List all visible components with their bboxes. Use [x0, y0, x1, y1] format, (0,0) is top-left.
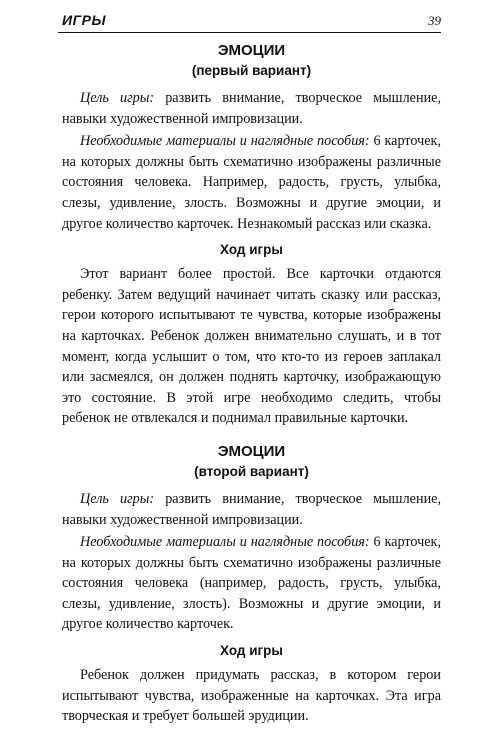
materials-text: 6 карточек, на которых должны быть схематично изображены различные состояния человека. Например, радость, грусть, улыбка, слезы, удивление, злость. Возможны и другие эмоции, и другое количество карточек. Незнакомый рассказ или сказка. [62, 133, 441, 232]
section-subtitle: (второй вариант) [194, 463, 309, 479]
goal-label: Цель игры: [80, 90, 155, 106]
running-head [62, 12, 441, 32]
section-gap [62, 431, 441, 441]
materials-label: Необходимые материалы и наглядные пособия: [80, 534, 370, 551]
goal-text: развить внимание, творческое мышление, навыки художественной импровизации. [62, 90, 442, 127]
game-section-first-variant [62, 40, 441, 429]
goal-paragraph [62, 88, 441, 129]
header-rule [58, 32, 441, 33]
section-subtitle: (первый вариант) [191, 63, 312, 78]
goal-label: Цель игры: [80, 490, 155, 507]
game-section-second-variant [62, 441, 441, 727]
goal-paragraph [62, 489, 441, 530]
materials-label: Необходимые материалы и наглядные пособия: [80, 133, 370, 150]
section-title: ЭМОЦИИ [217, 42, 286, 59]
procedure-paragraph: Ребенок должен придумать рассказ, в котором герои испытывают чувства, изображенные на карточках. Эта игра творческая и требует большей эрудиции. [62, 667, 441, 725]
page-content [62, 40, 441, 729]
materials-text: 6 карточек, на которых должны быть схематично изображены различные состояния человека (например, радость, грусть, улыбка, слезы, удивление, злость). Возможны и другие эмоции, и другое количество карточек. [62, 534, 441, 633]
page-number: 39 [428, 13, 441, 28]
procedure-paragraph: Этот вариант более простой. Все карточки отдаются ребенку. Затем ведущий начинает читать сказку или рассказ, герои которого испытывают те чувства, которые изображены на карточках. Ребенок должен внимательно слушать, и в тот момент, когда услышит о том, что кто-то из героев заплакал или засмеялся, он должен поднять карточку, изображающую это состояние. В этой игре необходимо следить, чтобы ребенок не отвлекался и поднимал правильные карточки. [62, 266, 441, 427]
materials-paragraph [62, 532, 441, 635]
procedure-heading: Ход игры [220, 242, 283, 258]
running-title: ИГРЫ [62, 12, 106, 28]
goal-text: развить внимание, творческое мышление, навыки художественной импровизации. [62, 490, 442, 528]
procedure-heading: Ход игры [220, 643, 283, 659]
materials-paragraph [62, 131, 441, 234]
section-title: ЭМОЦИИ [217, 442, 286, 460]
